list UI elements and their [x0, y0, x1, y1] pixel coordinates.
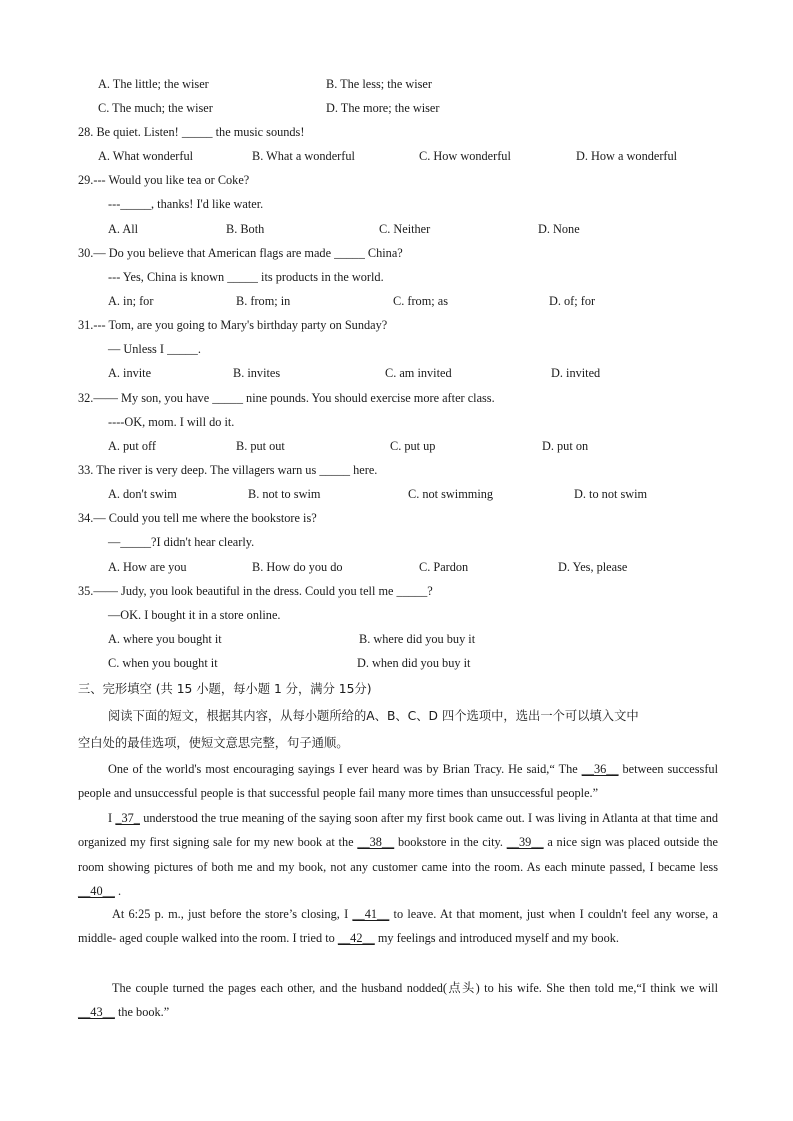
q34-stem: 34.— Could you tell me where the bookstore is? — [78, 511, 317, 525]
q34-option-b: B. How do you do — [252, 560, 343, 574]
passage-paragraph-1 — [78, 757, 718, 806]
passage-paragraph-4 — [78, 976, 718, 1025]
q34-option-a: A. How are you — [108, 560, 187, 574]
q28-option-c: C. How wonderful — [419, 149, 511, 163]
q35-option-a: A. where you bought it — [108, 632, 222, 646]
q33-option-c: C. not swimming — [408, 487, 494, 501]
q33-option-d: D. to not swim — [574, 487, 648, 501]
q31-option-a: A. invite — [108, 366, 152, 380]
passage-text: . — [114, 883, 122, 898]
q35-option-d: D. when did you buy it — [357, 656, 471, 670]
q32-option-b: B. put out — [236, 439, 285, 453]
q29-option-b: B. Both — [226, 222, 265, 236]
q31-reply: — Unless I _____. — [108, 342, 201, 356]
q31-option-c: C. am invited — [385, 366, 452, 380]
q27-option-d: D. The more; the wiser — [326, 101, 440, 115]
q33-option-b: B. not to swim — [248, 487, 321, 501]
q27-option-c: C. The much; the wiser — [98, 101, 213, 115]
q29-reply: ---_____, thanks! I'd like water. — [108, 197, 264, 211]
q28-option-b: B. What a wonderful — [252, 149, 355, 163]
q28-option-a: A. What wonderful — [98, 149, 194, 163]
passage-text: the book.” — [114, 1005, 170, 1020]
q35-reply: —OK. I bought it in a store online. — [108, 608, 281, 622]
blank-39: __39__ — [506, 835, 544, 850]
section-instruction-line1: 阅读下面的短文，根据其内容，从每小题所给的A、B、C、D 四个选项中，选出一个可以填入文中 — [108, 709, 639, 723]
q32-option-c: C. put up — [390, 439, 436, 453]
q30-option-a: A. in; for — [108, 294, 154, 308]
passage-text: bookstore in the city. — [394, 835, 507, 850]
q34-reply: —_____?I didn't hear clearly. — [108, 535, 255, 549]
q35-stem: 35.—— Judy, you look beautiful in the dress. Could you tell me _____? — [78, 584, 433, 598]
q35-option-b: B. where did you buy it — [359, 632, 476, 646]
q27-option-b: B. The less; the wiser — [326, 77, 432, 91]
section-heading: 三、完形填空 (共 15 小题，每小题 1 分，满分 15分) — [78, 682, 372, 696]
blank-40: __40__ — [78, 883, 115, 898]
passage-text: understood the true meaning of the saying soon after my first book came out. I was living in Atlanta at that time and organized my first signing sale for my new book at the — [78, 811, 718, 850]
q29-option-a: A. All — [108, 222, 139, 236]
passage-text: to leave. At that moment, just when I couldn't feel any worse, a middle- aged couple walked into the room. I tried to — [78, 907, 719, 946]
q30-option-b: B. from; in — [236, 294, 291, 308]
q30-option-c: C. from; as — [393, 294, 448, 308]
q29-stem: 29.--- Would you like tea or Coke? — [78, 173, 250, 187]
passage-paragraph-2 — [78, 806, 718, 903]
blank-36: __36__ — [581, 762, 619, 776]
q30-reply: --- Yes, China is known _____ its products in the world. — [108, 270, 384, 284]
passage-text: a nice sign was placed outside the room showing pictures of both me and my book, not any customer came into the room. As each minute passed, I became less — [78, 835, 718, 874]
blank-42: __42__ — [337, 931, 375, 946]
blank-38: __38__ — [357, 835, 395, 850]
q30-stem: 30.— Do you believe that American flags are made _____ China? — [78, 246, 403, 260]
passage-paragraph-3 — [78, 902, 718, 951]
q35-option-c: C. when you bought it — [108, 656, 218, 670]
blank-43: __43__ — [78, 1005, 115, 1020]
q28-stem: 28. Be quiet. Listen! _____ the music sounds! — [78, 125, 305, 139]
passage-text: One of the world's most encouraging sayings I ever heard was by Brian Tracy. He said,“ The — [108, 762, 582, 776]
q33-stem: 33. The river is very deep. The villagers warn us _____ here. — [78, 463, 378, 477]
q31-option-b: B. invites — [233, 366, 281, 380]
passage-text: At 6:25 p. m., just before the store’s closing, I — [112, 907, 353, 921]
q30-option-d: D. of; for — [549, 294, 596, 308]
q33-option-a: A. don't swim — [108, 487, 177, 501]
q28-option-d: D. How a wonderful — [576, 149, 678, 163]
blank-41: __41__ — [352, 907, 390, 921]
q29-option-c: C. Neither — [379, 222, 431, 236]
q32-option-a: A. put off — [108, 439, 156, 453]
q32-option-d: D. put on — [542, 439, 589, 453]
q31-stem: 31.--- Tom, are you going to Mary's birthday party on Sunday? — [78, 318, 388, 332]
section-instruction-line2: 空白处的最佳选项，使短文意思完整，句子通顺。 — [78, 736, 349, 750]
q32-stem: 32.—— My son, you have _____ nine pounds. You should exercise more after class. — [78, 391, 495, 405]
passage-text: I — [108, 811, 116, 825]
q32-reply: ----OK, mom. I will do it. — [108, 415, 235, 429]
passage-text: my feelings and introduced myself and my book. — [374, 931, 619, 946]
passage-text: between successful people and unsuccessful people is that successful people fail many more times than unsuccessful people.” — [78, 762, 718, 801]
q34-option-c: C. Pardon — [419, 560, 469, 574]
passage-text: The couple turned the pages each other, and the husband nodded(点头) to his wife. She then told me,“I think we will — [112, 981, 718, 995]
q34-option-d: D. Yes, please — [558, 560, 628, 574]
q29-option-d: D. None — [538, 222, 580, 236]
blank-37: _37_ — [115, 811, 140, 825]
q27-option-a: A. The little; the wiser — [98, 77, 209, 91]
q31-option-d: D. invited — [551, 366, 601, 380]
